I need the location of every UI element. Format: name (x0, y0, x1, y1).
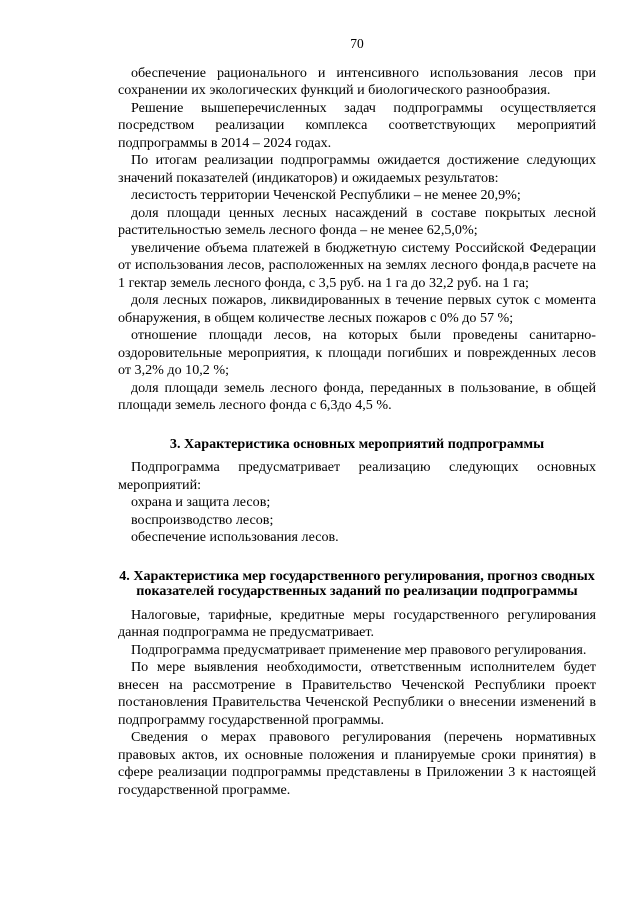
section-4-heading: 4. Характеристика мер государственного регулирования, прогноз сводных показателей государственных заданий по реализации подпрограммы (119, 567, 595, 599)
section-4-paragraph-3: По мере выявления необходимости, ответственным исполнителем будет внесен на рассмотрение в Правительство Чеченской Республики проект постановления Правительства Чеченской Республики о внесении изменений в подпрограмму государственной программы. (118, 659, 596, 728)
section-3-item: обеспечение использования лесов. (131, 529, 339, 545)
section-3-item: охрана и защита лесов; (131, 494, 271, 510)
section-3-heading: 3. Характеристика основных мероприятий подпрограммы (169, 435, 545, 452)
indicator-valuable-plantations: доля площади ценных лесных насаждений в составе покрытых лесной растительностью земель лесного фонда – не менее 62,5,0%; (118, 204, 596, 238)
indicator-land-use: доля площади земель лесного фонда, переданных в пользование, в общей площади земель лесного фонда с 6,3до 4,5 %. (118, 379, 596, 413)
page-number: 70 (350, 36, 364, 51)
section-4-paragraph-4: Сведения о мерах правового регулирования (перечень нормативных правовых актов, их основные положения и планируемые сроки принятия) в сфере реализации подпрограммы представлены в Приложении 3 к настоящей государственной программе. (118, 729, 596, 798)
intro-paragraph-3: По итогам реализации подпрограммы ожидается достижение следующих значений показателей (индикаторов) и ожидаемых результатов: (118, 152, 596, 186)
indicator-forest-coverage: лесистость территории Чеченской Республики – не менее 20,9%; (131, 187, 521, 203)
indicator-payments: увеличение объема платежей в бюджетную систему Российской Федерации от использования лесов, расположенных на землях лесного фонда,в расчете на 1 гектар земель лесного фонда, с 3,5 руб. на 1 га до 32,2 руб. на 1 га; (118, 239, 596, 291)
section-3-lead: Подпрограмма предусматривает реализацию следующих основных мероприятий: (118, 459, 596, 493)
intro-paragraph-1: обеспечение рационального и интенсивного использования лесов при сохранении их экологических функций и биологического разнообразия. (118, 64, 596, 98)
indicator-fires: доля лесных пожаров, ликвидированных в течение первых суток с момента обнаружения, в общем количестве лесных пожаров с 0% до 57 %; (118, 292, 596, 326)
section-4-paragraph-1: Налоговые, тарифные, кредитные меры государственного регулирования данная подпрограмма не предусматривает. (118, 606, 596, 640)
section-4-paragraph-2: Подпрограмма предусматривает применение мер правового регулирования. (131, 641, 587, 658)
intro-paragraph-2: Решение вышеперечисленных задач подпрограммы осуществляется посредством реализации комплекса соответствующих мероприятий подпрограммы в 2014 – 2024 годах. (118, 99, 596, 151)
section-3-item: воспроизводство лесов; (131, 511, 274, 528)
indicator-sanitary: отношение площади лесов, на которых были проведены санитарно-оздоровительные мероприятия, к площади погибших и поврежденных лесов от 3,2% до 10,2 %; (118, 327, 596, 378)
